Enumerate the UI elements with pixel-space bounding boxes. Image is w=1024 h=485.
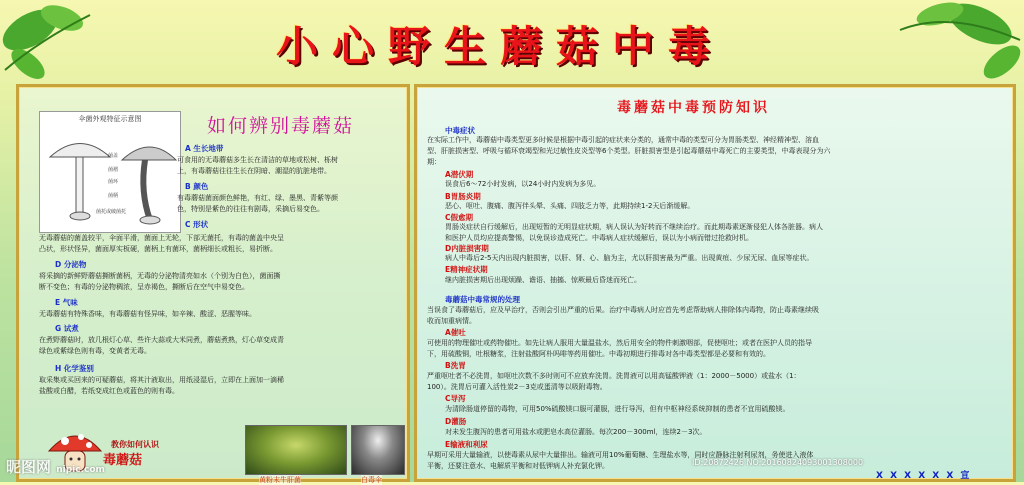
treat-a-head: A催吐: [445, 328, 466, 337]
watermark-id: ID:20872426 NO:20160824093001308000: [692, 458, 864, 467]
stage-d-text: 病人中毒后2-5天内出现内脏损害，以肝、肾、心、脑为主，尤以肝损害最为严重。出现黄疸、少尿无尿、血尿等症状。: [445, 254, 814, 262]
stage-c-head: C假愈期: [445, 213, 474, 222]
treat-b-text: 严重呕吐者不必洗胃，如呕吐次数不多时则可不应放弃洗胃。洗胃液可以用高锰酸钾液（1：2000－5000）或盐水（1： 100）。洗胃后可灌入活性炭2－3克或蛋清等以吸附毒物。: [427, 372, 801, 391]
stage-c-text: 胃肠炎症状自行缓解后，出现短暂的无明显症状期，病人误认为好转而不继续治疗。而此期毒素逐渐侵犯人体各脏器。病人 和医护人员均应提高警惕，以免误诊造成死亡。中毒病人症状缓解后，误以为小病而错过抢救时机。: [445, 223, 823, 242]
poster-title: 小心野生蘑菇中毒: [275, 22, 724, 71]
right-panel: [414, 84, 1016, 482]
teach-big: 毒蘑菇: [103, 453, 143, 468]
symptoms-text: 在实际工作中，毒蘑菇中毒类型更多时候是根据中毒引起的症状来分类的，通常中毒的类型可分为胃肠类型、神经精神型、溶血 型、肝脏损害型、呼吸与循环衰竭型和光过敏性皮炎型等6个类型。肝脏损害型是引起毒蘑菇中毒死亡的主要类型，中毒表现分为六 期：: [427, 136, 831, 166]
photo-amanita-caption: 白毒伞: [361, 476, 382, 484]
stage-a-head: A潜伏期: [445, 170, 474, 179]
leaf-right-icon: [880, 0, 1024, 90]
leaf-left-icon: [0, 0, 110, 90]
e-head: E 气味: [55, 298, 78, 307]
watermark: 昵图网 nipic.com: [6, 458, 105, 476]
treatment-text: 当误食了毒蘑菇后，应及早治疗，否则会引出严重的后果。治疗中毒病人时应首先考虑帮助病人排除体内毒物，防止毒素继续吸 收而加重病情。: [427, 306, 819, 325]
d-head: D 分泌物: [55, 260, 87, 269]
photo-amanita: [351, 425, 405, 475]
label-volva: 菌托或破菌托: [96, 209, 127, 215]
treat-d-text: 对未发生腹泻的患者可用盐水或肥皂水高位灌肠。每次200－300ml，连续2－3次。: [445, 428, 707, 436]
d-text: 将采摘的新鲜野蘑菇撕断菌柄，无毒的分泌物清亮如水（个别为白色），菌面撕 断不变色；有毒的分泌物稠浓，呈赤褐色，撕断后在空气中易变色。: [39, 272, 281, 291]
stage-a-text: 误食后6～72小时发病，以24小时内发病为多见。: [445, 180, 601, 188]
a-text: 可食用的无毒蘑菇多生长在清洁的草地或松树、栎树 上，有毒蘑菇往往生长在阴暗、潮湿的肮脏地带。: [177, 156, 338, 175]
stage-e-head: E精神症状期: [445, 265, 488, 274]
b-head: B 颜色: [185, 182, 209, 191]
c-text: 无毒蘑菇的菌盖较平，伞面平滑，菌面上无轮，下部无菌托，有毒的菌盖中央呈 凸状，形状怪异，菌面厚实板硬，菌柄上有菌环，菌柄细长或粗长，易折断。: [39, 234, 284, 253]
label-cap: 菌盖: [108, 153, 119, 159]
label-gills: 菌褶: [108, 167, 119, 173]
stage-d-head: D内脏损害期: [445, 244, 489, 253]
treat-e-text: 早期可采用大量输液，以使毒素从尿中大量排出。输液可用10%葡萄糖、生理盐水等，同时应静脉注射利尿剂，务使进入液体 平衡，还要注意水、电解质平衡和对低钾病人补充氯化钾。: [427, 451, 814, 470]
stage-e-text: 继内脏损害期后出现烦躁、谵语、抽搐、惊厥最后昏迷而死亡。: [445, 276, 641, 284]
right-heading: 毒蘑菇中毒预防知识: [617, 100, 770, 116]
stage-b-text: 恶心、呕吐、腹痛、腹泻伴头晕、头痛、四肢乏力等，此期持续1-2天后渐缓解。: [445, 202, 695, 210]
treat-e-head: E输液和利尿: [445, 440, 488, 449]
treat-d-head: D灌肠: [445, 417, 467, 426]
mushroom-diagram: [39, 111, 181, 233]
b-text: 有毒蘑菇菌面颜色鲜艳，有红、绿、墨黑、青紫等颜 色，特别是紫色的往往有剧毒，采摘后易变色。: [177, 194, 338, 213]
a-head: A 生长地带: [185, 144, 224, 153]
treat-a-text: 可使用的物理催吐或药物催吐。如先让病人服用大量温盐水，然后用安全的物件刺激咽部，促使呕吐；或者在医护人员的指导 下，用硫酸铜，吐根糖浆，注射盐酸阿朴吗啡等药用催吐。中毒初期进行排毒对各中毒类型都是必要和有效的。: [427, 339, 812, 358]
treat-c-head: C导泻: [445, 394, 466, 403]
treatment-head: 毒蘑菇中毒常规的处理: [445, 295, 520, 304]
h-head: H 化学鉴别: [55, 364, 94, 373]
h-text: 取采集或买回来的可疑蘑菇，将其汁液取出，用纸浸湿后，立即在上面加一滴稀 盐酸或白醋，若纸变成红色或蓝色的则有毒。: [39, 376, 284, 395]
photo-bolete-caption: 黄粉末牛肝菌: [259, 476, 301, 484]
diagram-title: 伞菌外观特征示意图: [78, 115, 142, 123]
c-head: C 形状: [185, 220, 209, 229]
label-ring: 菌环: [108, 179, 119, 185]
label-stem: 菌柄: [108, 193, 119, 199]
left-panel: [16, 84, 410, 482]
treat-c-text: 为清除肠道停留的毒物，可用50%硫酸镁口服可灌服，进行导泻，但有中枢神经系统抑制的患者不宜用硫酸镁。: [445, 405, 790, 413]
g-text: 在煮野蘑菇时，放几根灯心草、些许大蒜或大米同煮，蘑菇煮熟，灯心草变成青 绿色或紫绿色则有毒，变黄者无毒。: [39, 336, 284, 355]
e-text: 无毒蘑菇有特殊香味，有毒蘑菇有怪异味，如辛辣、酸涩、恶腥等味。: [39, 310, 256, 318]
symptoms-head: 中毒症状: [445, 126, 475, 135]
footer-mark: X X X X X X 宣: [876, 471, 972, 481]
left-heading: 如何辨别毒蘑菇: [207, 115, 355, 137]
photo-bolete: [245, 425, 347, 475]
g-head: G 试煮: [55, 324, 79, 333]
treat-b-head: B洗胃: [445, 361, 466, 370]
teach-label: 教你如何认识: [111, 440, 159, 449]
stage-b-head: B胃肠炎期: [445, 192, 481, 201]
